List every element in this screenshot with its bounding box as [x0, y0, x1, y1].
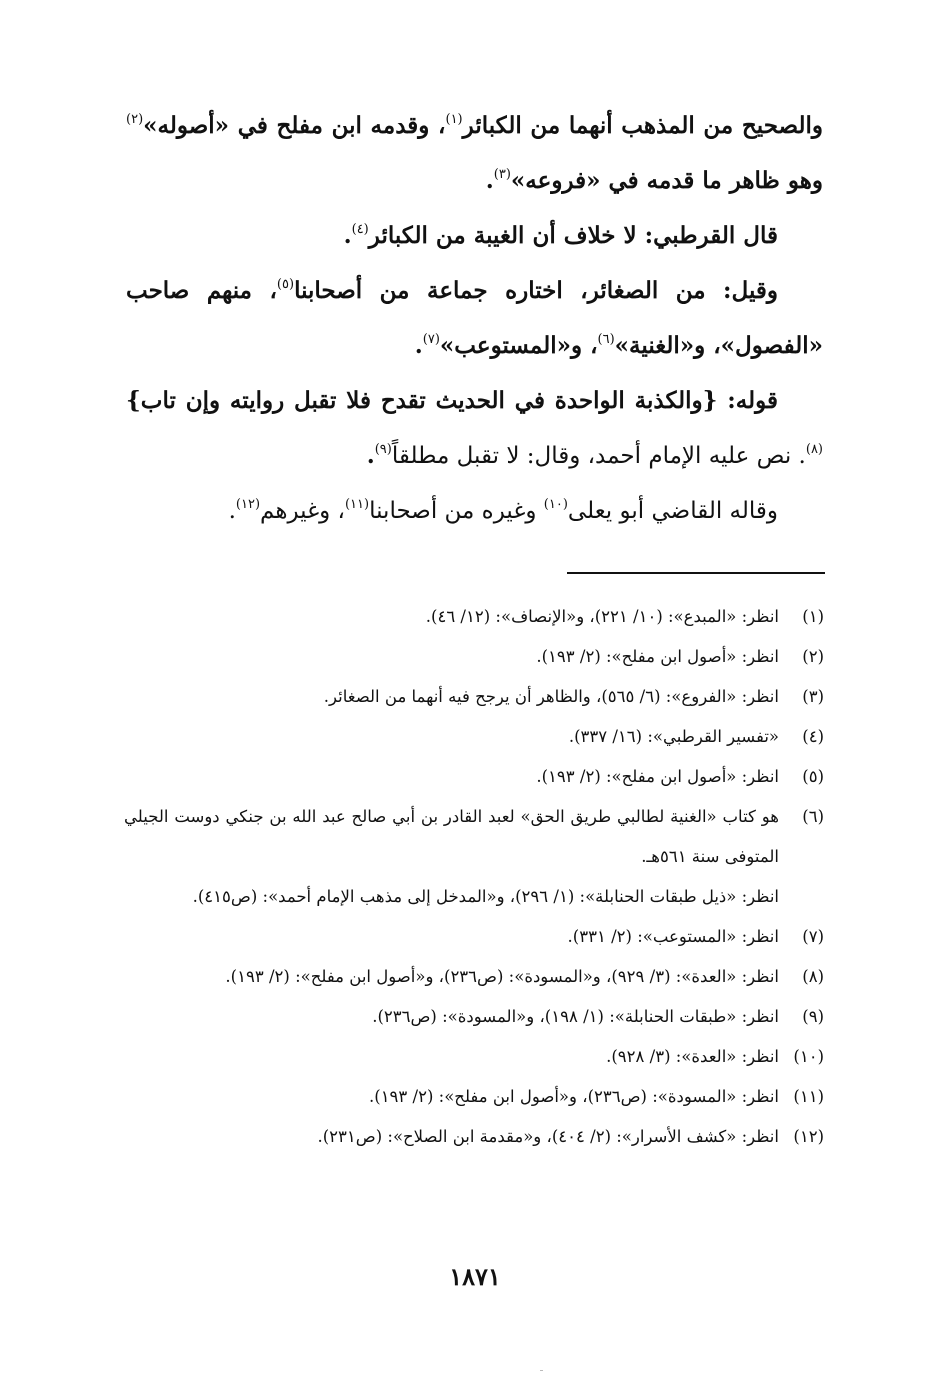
- footnote-7: [124, 917, 824, 957]
- scan-speck: [540, 1370, 543, 1371]
- footnote-number: (٨): [802, 967, 824, 986]
- footnote-text-continued: انظر: «ذيل طبقات الحنابلة»: (١/ ٢٩٦)، و«المدخل إلى مذهب الإمام أحمد»: (ص٤١٥).: [192, 887, 779, 906]
- footnote-text: انظر: «العدة»: (٣/ ٩٢٩)، و«المسودة»: (ص٢٣٦)، و«أصول ابن مفلح»: (٢/ ١٩٣).: [225, 967, 779, 986]
- footnote-number: (٥): [802, 767, 824, 786]
- footnote-11: [124, 1077, 824, 1117]
- footnote-text: انظر: «المستوعب»: (٢/ ٣٣١).: [567, 927, 779, 946]
- paragraph-3: وقيل: من الصغائر، اختاره جماعة من أصحابنا$^{(٥)}$، منهم صاحب «الفصول»، و«الغنية»$^{(٦)}$، و«المستوعب»$^{(٧)}$.: [126, 277, 823, 359]
- footnote-ref[interactable]: (١): [445, 112, 463, 127]
- footnote-ref[interactable]: (٦): [597, 332, 615, 347]
- main-text-body: [126, 98, 823, 539]
- footnote-text: هو كتاب «الغنية لطالبي طريق الحق» لعبد القادر بن أبي صالح عبد الله بن جنكي دوست الجيلي المتوفى سنة ٥٦١هـ.: [124, 807, 779, 866]
- footnote-ref[interactable]: (٨): [805, 442, 823, 457]
- footnote-number: (١٢): [793, 1127, 824, 1146]
- footnote-text: انظر: «طبقات الحنابلة»: (١/ ١٩٨)، و«المسودة»: (ص٢٣٦).: [372, 1007, 779, 1026]
- paragraph-5: وقاله القاضي أبو يعلى$^{(١٠)}$ وغيره من أصحابنا$^{(١١)}$، وغيرهم$^{(١٢)}$.: [228, 497, 778, 524]
- page-number: ١٨٧١: [449, 1262, 501, 1291]
- footnote-text: انظر: «الفروع»: (٦/ ٥٦٥)، والظاهر أن يرجح فيه أنهما من الصغائر.: [323, 687, 779, 706]
- footnote-text: «تفسير القرطبي»: (١٦/ ٣٣٧).: [568, 727, 779, 746]
- footnote-separator-rule: [567, 572, 825, 574]
- footnote-ref[interactable]: (١١): [344, 497, 370, 512]
- footnote-ref[interactable]: (١٠): [543, 497, 568, 512]
- footnote-ref[interactable]: (٤): [351, 222, 369, 237]
- footnote-number: (١): [802, 607, 824, 626]
- paragraph-2: قال القرطبي: لا خلاف أن الغيبة من الكبائر$^{(٤)}$.: [343, 222, 778, 249]
- footnote-ref[interactable]: (٣): [493, 167, 511, 182]
- footnote-ref[interactable]: (٧): [422, 332, 440, 347]
- footnote-number: (٢): [802, 647, 824, 666]
- footnote-10: [124, 1037, 824, 1077]
- footnote-ref[interactable]: (٥): [276, 277, 295, 292]
- paragraph-4: قوله: {والكذبة الواحدة في الحديث تقدح فلا تقبل روايته وإن تاب}$^{(٨)}$. نص عليه الإمام أحمد، وقال: لا تقبل مطلقاً$^{(٩)}$.: [126, 387, 823, 469]
- footnote-2: [124, 637, 824, 677]
- footnote-text: انظر: «أصول ابن مفلح»: (٢/ ١٩٣).: [536, 767, 779, 786]
- paragraph-1: والصحيح من المذهب أنهما من الكبائر$^{(١)}$، وقدمه ابن مفلح في «أصوله»$^{(٢)}$ وهو ظاهر ما قدمه في «فروعه»$^{(٣)}$.: [126, 112, 823, 194]
- footnote-number: (١٠): [793, 1047, 824, 1066]
- footnote-ref[interactable]: (١٢): [235, 497, 261, 512]
- footnote-number: (١١): [793, 1087, 824, 1106]
- footnote-text: انظر: «المسودة»: (ص٢٣٦)، و«أصول ابن مفلح»: (٢/ ١٩٣).: [369, 1087, 779, 1106]
- footnote-4: [124, 717, 824, 757]
- footnote-text: انظر: «المبدع»: (١٠/ ٢٢١)، و«الإنصاف»: (١٢/ ٤٦).: [425, 607, 779, 626]
- footnote-ref[interactable]: (٩): [374, 442, 392, 457]
- footnote-1: [124, 597, 824, 637]
- footnote-12: [124, 1117, 824, 1157]
- footnote-text: انظر: «أصول ابن مفلح»: (٢/ ١٩٣).: [536, 647, 779, 666]
- footnote-number: (٦): [802, 807, 824, 826]
- footnote-ref[interactable]: (٢): [126, 112, 144, 127]
- footnote-8: [124, 957, 824, 997]
- footnote-6: [124, 797, 824, 917]
- footnote-number: (٤): [802, 727, 824, 746]
- footnote-number: (٣): [802, 687, 824, 706]
- footnotes-section: [124, 597, 824, 1157]
- footnote-text: انظر: «كشف الأسرار»: (٢/ ٤٠٤)، و«مقدمة ابن الصلاح»: (ص٢٣١).: [317, 1127, 779, 1146]
- footnote-5: [124, 757, 824, 797]
- footnote-number: (٩): [802, 1007, 824, 1026]
- footnote-number: (٧): [802, 927, 824, 946]
- footnote-text: انظر: «العدة»: (٣/ ٩٢٨).: [606, 1047, 779, 1066]
- footnote-9: [124, 997, 824, 1037]
- footnote-3: [124, 677, 824, 717]
